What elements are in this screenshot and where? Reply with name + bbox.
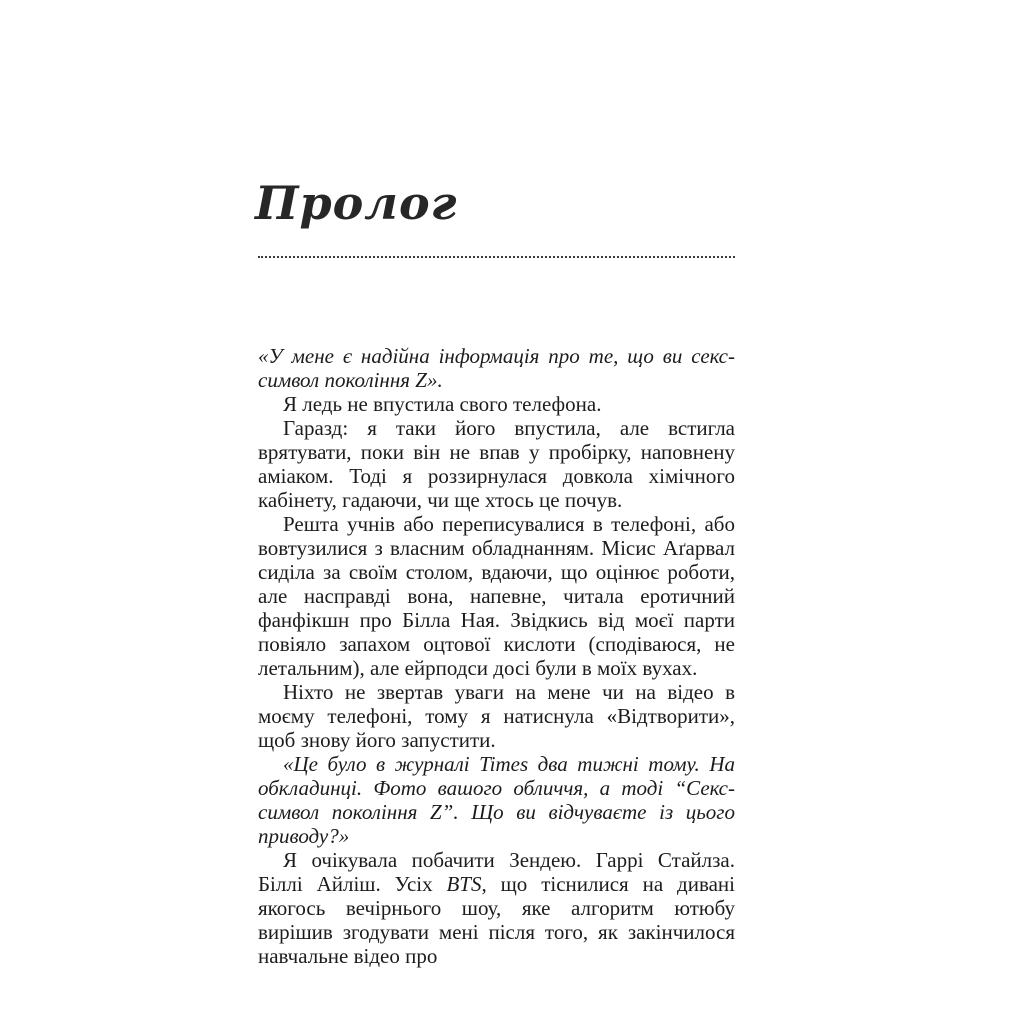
- chapter-title: Пролог: [255, 176, 458, 230]
- paragraph: [258, 848, 735, 968]
- paragraph: Решта учнів або переписувалися в телефоні, або вовтузилися з власним обладнанням. Місис Аґарвал сиділа за своїм столом, вдаючи, що оцінює роботи, але насправді вона, напевне, читала еротичний фанфікшн про Білла Ная. Звідкись від моєї парти повіяло запахом оцтової кислоти (сподіваюся, не летальним), але ейрподси досі були в моїх вухах.: [258, 512, 735, 680]
- paragraph: Гаразд: я таки його впустила, але встигла врятувати, поки він не впав у пробірку, наповнену аміаком. Тоді я роззирнулася довкола хімічного кабінету, гадаючи, чи ще хтось це почув.: [258, 416, 735, 512]
- paragraph-interview-quote: «Це було в журналі Times два тижні тому. На обкладинці. Фото вашого обличчя, а тоді “Секс-символ покоління Z”. Що ви відчуваєте із цього приводу?»: [258, 752, 735, 848]
- paragraph: Ніхто не звертав уваги на мене чи на відео в моєму телефоні, тому я натиснула «Відтворити», щоб знову його запустити.: [258, 680, 735, 752]
- dotted-divider: [258, 256, 735, 258]
- paragraph-text: Я очікувала побачити Зендею. Гаррі Стайлза. Біллі Айліш. Усіх: [258, 848, 735, 896]
- paragraph-opening-quote: «У мене є надійна інформація про те, що ви секс-символ покоління Z».: [258, 344, 735, 392]
- paragraph-text: , що тіснилися на дивані якогось вечірнього шоу, яке алгоритм ютюбу вирішив згодувати мені після того, як закінчилося навчальне відео про: [258, 872, 735, 968]
- paragraph: Я ледь не впустила свого телефона.: [283, 392, 602, 416]
- band-name-italic: BTS: [446, 872, 482, 896]
- body-text: [258, 344, 735, 968]
